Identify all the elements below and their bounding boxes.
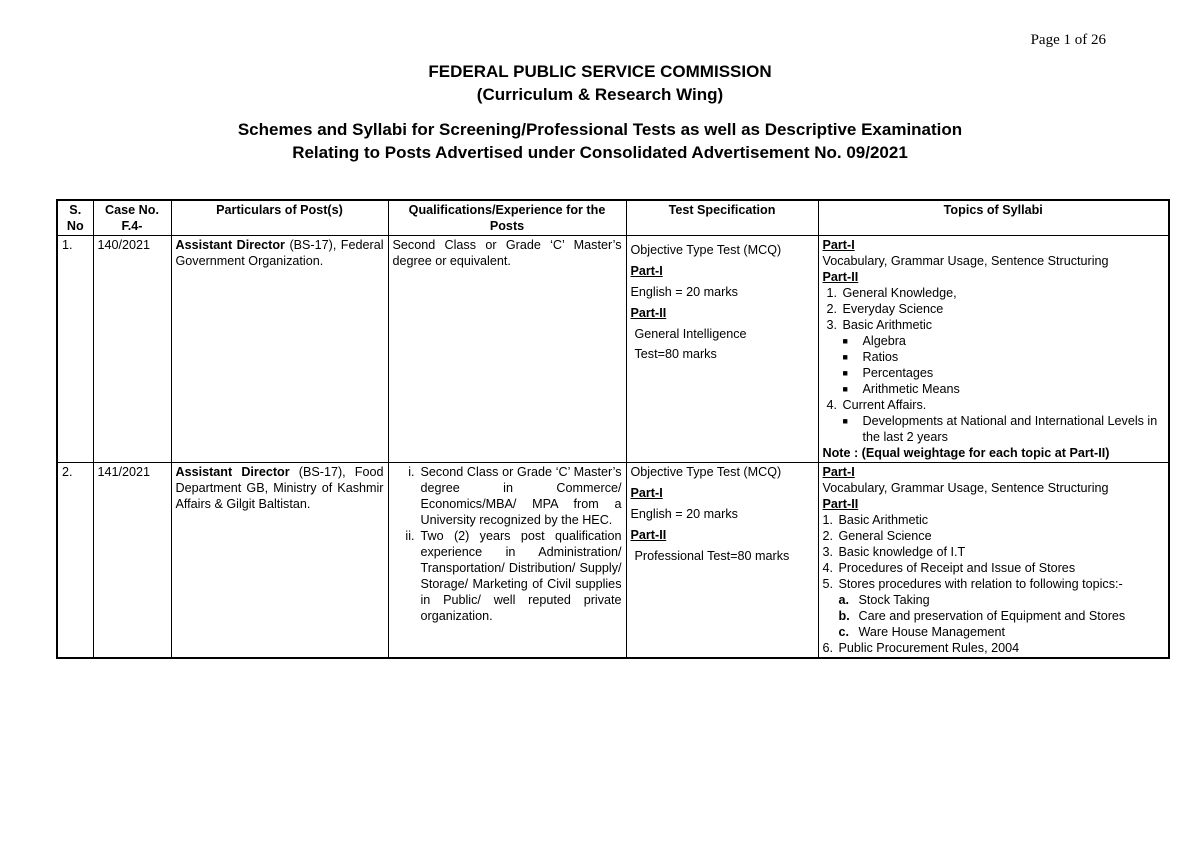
bullet-icon: ■ xyxy=(842,416,848,426)
topics-part2-label: Part-II xyxy=(822,270,859,284)
topics-list-cont xyxy=(823,640,1165,656)
cell-test xyxy=(626,463,818,659)
list-item: ■ Arithmetic Means xyxy=(842,382,960,396)
list-item: 6. Public Procurement Rules, 2004 xyxy=(822,641,1020,655)
bullet-icon: ■ xyxy=(842,368,848,378)
col-header-topics: Topics of Syllabi xyxy=(818,200,1169,236)
topics-part1: Vocabulary, Grammar Usage, Sentence Structuring xyxy=(822,254,1109,268)
cell-test xyxy=(626,236,818,463)
bullet-icon: ■ xyxy=(842,384,848,394)
test-type: Objective Type Test (MCQ) xyxy=(630,243,782,257)
wing-subtitle: (Curriculum & Research Wing) xyxy=(476,85,724,104)
topics-note: Note : (Equal weightage for each topic at Part-II) xyxy=(822,446,1110,460)
list-item: 4. Current Affairs. xyxy=(826,398,927,412)
list-item: i. Second Class or Grade ‘C’ Master’s degree in Commerce/ Economics/MBA/ MPA from a University recognized by the HEC. xyxy=(408,465,622,527)
topics-list xyxy=(823,285,1165,333)
affairs-sublist xyxy=(823,413,1165,445)
list-item: 1. General Knowledge, xyxy=(826,286,957,300)
post-title: Assistant Director xyxy=(175,465,290,479)
list-item: a. Stock Taking xyxy=(838,593,930,607)
col-header-qualification: Qualifications/Experience for the Posts xyxy=(388,200,626,236)
cell-case: 141/2021 xyxy=(93,463,171,659)
list-item: ■ Algebra xyxy=(842,334,906,348)
document-title-line-1: Schemes and Syllabi for Screening/Professional Tests as well as Descriptive Examination xyxy=(237,120,963,139)
col-header-sno: S. No xyxy=(57,200,93,236)
test-part2-marks: Test=80 marks xyxy=(634,347,717,361)
table-header-row xyxy=(57,200,1169,236)
test-part1: English = 20 marks xyxy=(630,507,738,521)
col-header-test: Test Specification xyxy=(626,200,818,236)
cell-sno: 2. xyxy=(57,463,93,659)
topics-part2-label: Part-II xyxy=(822,497,859,511)
cell-topics xyxy=(818,463,1169,659)
list-item: ii. Two (2) years post qualification experience in Administration/ Transportation/ Distribution/ Supply/ Storage/ Marketing of Civil supplies in Public/ well reputed private organization. xyxy=(405,529,622,623)
list-item: 5. Stores procedures with relation to following topics:- xyxy=(822,577,1123,591)
post-detail: (BS-17), Federal Government Organization. xyxy=(175,238,384,268)
list-item: 3. Basic Arithmetic xyxy=(826,318,933,332)
page-number: Page 1 of 26 xyxy=(1030,32,1106,48)
post-title: Assistant Director xyxy=(175,238,285,252)
test-part2-label: Part-II xyxy=(630,306,667,320)
cell-topics xyxy=(818,236,1169,463)
table-row xyxy=(57,463,1169,659)
list-item: ■ Developments at National and International Levels in the last 2 years xyxy=(842,414,1158,444)
col-header-post: Particulars of Post(s) xyxy=(171,200,388,236)
bullet-icon: ■ xyxy=(842,336,848,346)
cell-qualification xyxy=(388,463,626,659)
test-part2-label: Part-II xyxy=(630,528,667,542)
post-detail: (BS-17), Food Department GB, Ministry of Kashmir Affairs & Gilgit Baltistan. xyxy=(175,465,384,511)
qualification-list xyxy=(393,464,622,624)
cell-post xyxy=(171,463,388,659)
list-item: 4. Procedures of Receipt and Issue of Stores xyxy=(822,561,1076,575)
col-header-case: Case No. F.4- xyxy=(93,200,171,236)
syllabi-table xyxy=(56,199,1170,659)
test-part2: Professional Test=80 marks xyxy=(634,549,790,563)
list-item: 2. General Science xyxy=(822,529,932,543)
topics-part1-label: Part-I xyxy=(822,465,855,479)
cell-sno: 1. xyxy=(57,236,93,463)
document-title-line-2: Relating to Posts Advertised under Consolidated Advertisement No. 09/2021 xyxy=(292,143,908,162)
topics-part1-label: Part-I xyxy=(822,238,855,252)
test-type: Objective Type Test (MCQ) xyxy=(630,465,782,479)
topics-list xyxy=(823,512,1165,592)
cell-case: 140/2021 xyxy=(93,236,171,463)
stores-sublist xyxy=(823,592,1165,640)
arithmetic-sublist xyxy=(823,333,1165,397)
list-item: 3. Basic knowledge of I.T xyxy=(822,545,966,559)
list-item: ■ Ratios xyxy=(842,350,899,364)
test-part1-label: Part-I xyxy=(630,264,663,278)
table-row xyxy=(57,236,1169,463)
test-part1-label: Part-I xyxy=(630,486,663,500)
topics-list-cont xyxy=(823,397,1165,413)
organization-title: FEDERAL PUBLIC SERVICE COMMISSION xyxy=(428,62,772,81)
list-item: ■ Percentages xyxy=(842,366,934,380)
list-item: 2. Everyday Science xyxy=(826,302,944,316)
bullet-icon: ■ xyxy=(842,352,848,362)
topics-part1: Vocabulary, Grammar Usage, Sentence Structuring xyxy=(822,481,1109,495)
test-part2: General Intelligence xyxy=(634,327,747,341)
cell-qualification: Second Class or Grade ‘C’ Master’s degree or equivalent. xyxy=(388,236,626,463)
test-part1: English = 20 marks xyxy=(630,285,738,299)
list-item: 1. Basic Arithmetic xyxy=(822,513,929,527)
cell-post xyxy=(171,236,388,463)
list-item: b. Care and preservation of Equipment and Stores xyxy=(838,609,1126,623)
list-item: c. Ware House Management xyxy=(838,625,1006,639)
